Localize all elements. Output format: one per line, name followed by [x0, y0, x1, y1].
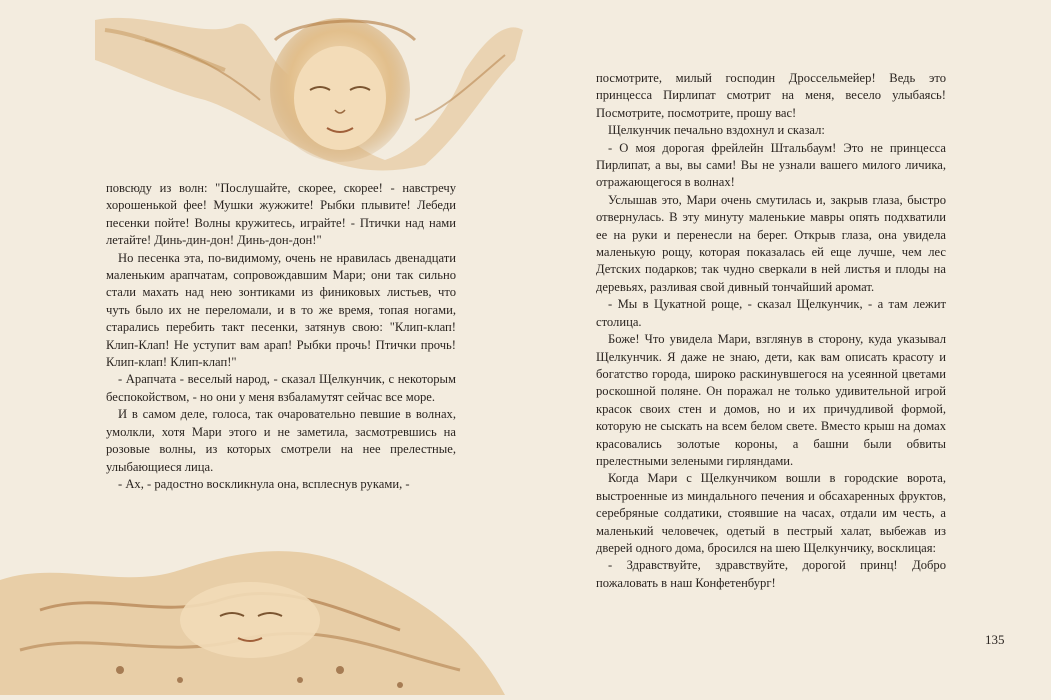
right-paragraph-1: посмотрите, милый господин Дроссельмейер! Ведь это принцесса Пирлипат смотрит на меня, весело улыбаясь! Посмотрите, посмотрите, прошу вас!: [596, 71, 946, 120]
right-paragraph-6: Боже! Что увидела Мари, взглянув в сторону, куда указывал Щелкунчик. Я даже не знаю, дети, как вам описать красоту и богатство города, широко раскинувшегося на усеянной цветами роскошной поляне. Он поражал не только удивительной игрой красок своих стен и домов, но и их причудливой формой, которую не сыскать на всем белом свете. Вместо крыш на домах красовались золотые короны, а башни были обвиты прелестными зелеными гирляндами.: [596, 332, 946, 468]
right-paragraph-3: - О моя дорогая фрейлейн Штальбаум! Это не принцесса Пирлипат, а вы, вы сами! Вы не узнали вашего милого личика, отражающегося в волнах!: [596, 140, 946, 190]
left-paragraph-2: Но песенка эта, по-видимому, очень не нравилась двенадцати маленьким арапчатам, сопровождавшим Мари; они так сильно стали махать над нею зонтиками из финиковых листьев, что чуть было их не переломали, и в то же время, топая ногами, старались перебить такт песенки, затянув свою: "Клип-клап! Клип-Клап! Не уступит вам арап! Рыбки прочь! Птички прочь! Клип-клап! Клип-клап!": [106, 250, 456, 370]
page-number: 135: [985, 632, 1005, 647]
right-paragraph-7: Когда Мари с Щелкунчиком вошли в городские ворота, выстроенные из миндального печения и обсахаренных фруктов, серебряные солдатики, стоявшие на часах, отдали им честь, а маленький человечек, одетый в пестрый халат, выбежав из дверей одного дома, бросился на шею Щелкунчику, восклицая:: [596, 471, 946, 555]
left-paragraph-3: - Арапчата - веселый народ, - сказал Щелкунчик, с некоторым беспокойством, - но они у меня взбаламутят сейчас все море.: [106, 372, 456, 404]
illustration-girl-face-top: [85, 0, 525, 175]
left-paragraph-5: - Ах, - радостно воскликнула она, всплеснув руками, -: [118, 476, 410, 491]
right-paragraph-2: Щелкунчик печально вздохнул и сказал:: [608, 123, 825, 138]
right-paragraph-5: - Мы в Цукатной роще, - сказал Щелкунчик, - а там лежит столица.: [596, 297, 946, 329]
right-paragraph-4: Услышав это, Мари очень смутилась и, закрыв глаза, быстро отвернулась. В эту минуту маленькие мавры опять подхватили ее на руки и перенесли на берег. Открыв глаза, она увидела маленькую рощу, которая показалась ей еще лучше, чем лес Детских подарков; так чудно сверкали в ней листья и плоды на деревьях, разливая свой дивный тончайший аромат.: [596, 192, 946, 294]
left-paragraph-4: И в самом деле, голоса, так очаровательно певшие в волнах, умолкли, хотя Мари этого и не заметила, засмотревшись на розовые волны, из которых смотрели на нее прелестные, улыбающиеся лица.: [106, 407, 456, 474]
left-page-text: [106, 180, 456, 493]
left-paragraph-1: повсюду из волн: "Послушайте, скорее, скорее! - навстречу хорошенькой фее! Мушки жужжите! Рыбки плывите! Лебеди песенки пойте! Волны кружитесь, играйте! - Птички над нами летайте! Динь-дин-дон! Динь-дон-дон!": [106, 181, 456, 248]
right-paragraph-8: - Здравствуйте, здравствуйте, дорогой принц! Добро пожаловать в наш Конфетенбург!: [596, 558, 946, 590]
illustration-girl-face-waves-bottom: [0, 520, 510, 700]
right-page-text: [596, 70, 946, 592]
